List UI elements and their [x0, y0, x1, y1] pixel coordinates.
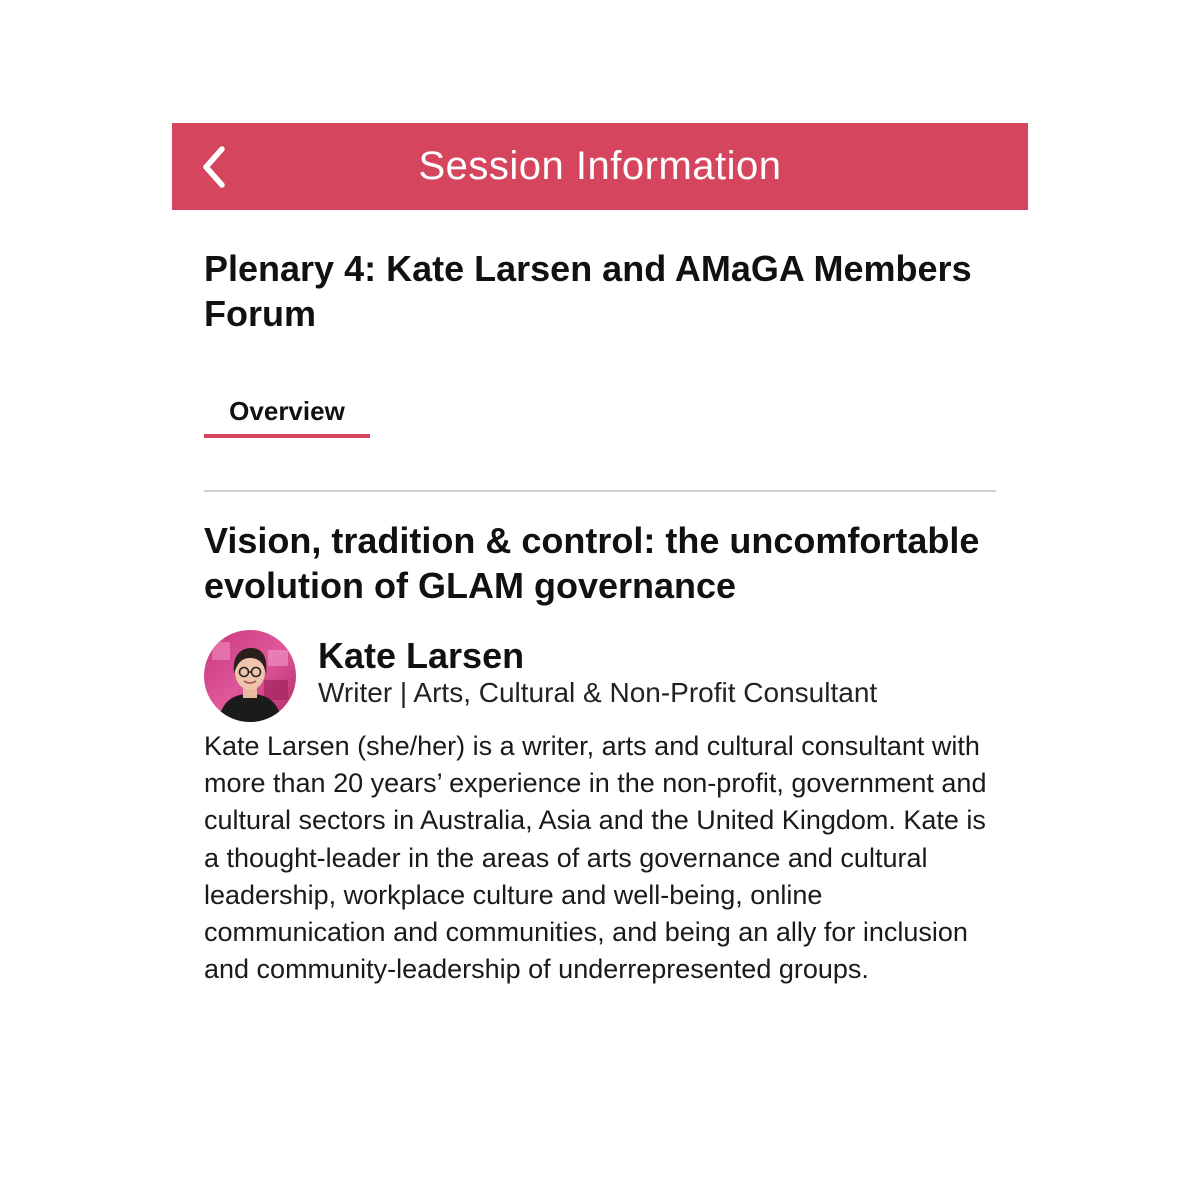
divider: [204, 490, 996, 492]
app-header: [172, 123, 1028, 210]
speaker-bio: Kate Larsen (she/her) is a writer, arts and cultural consultant with more than 20 years’ experience in the non-profit, government and cultural sectors in Australia, Asia and the United Kingdom. Kate is a thought-leader in the areas of arts governance and cultural leadership, workplace culture and well-being, online communication and communities, and being an ally for inclusion and community-leadership of underrepresented groups.: [204, 731, 987, 985]
tab-bar: [204, 394, 996, 438]
talk-title: Vision, tradition & control: the uncomfortable evolution of GLAM governance: [204, 520, 980, 606]
active-tab-indicator: [204, 434, 370, 438]
speaker-card: [204, 630, 996, 724]
speaker-avatar[interactable]: [204, 630, 296, 722]
header-title: Session Information: [418, 144, 782, 188]
tab-overview[interactable]: [204, 394, 370, 438]
speaker-name[interactable]: Kate Larsen: [318, 635, 525, 676]
session-content: [172, 246, 1028, 988]
tab-overview-label: Overview: [229, 396, 345, 426]
session-title: Plenary 4: Kate Larsen and AMaGA Members Forum: [204, 248, 972, 334]
speaker-photo: [204, 630, 296, 722]
session-screen: [172, 123, 1028, 1015]
speaker-role: Writer | Arts, Cultural & Non-Profit Consultant: [318, 677, 878, 708]
